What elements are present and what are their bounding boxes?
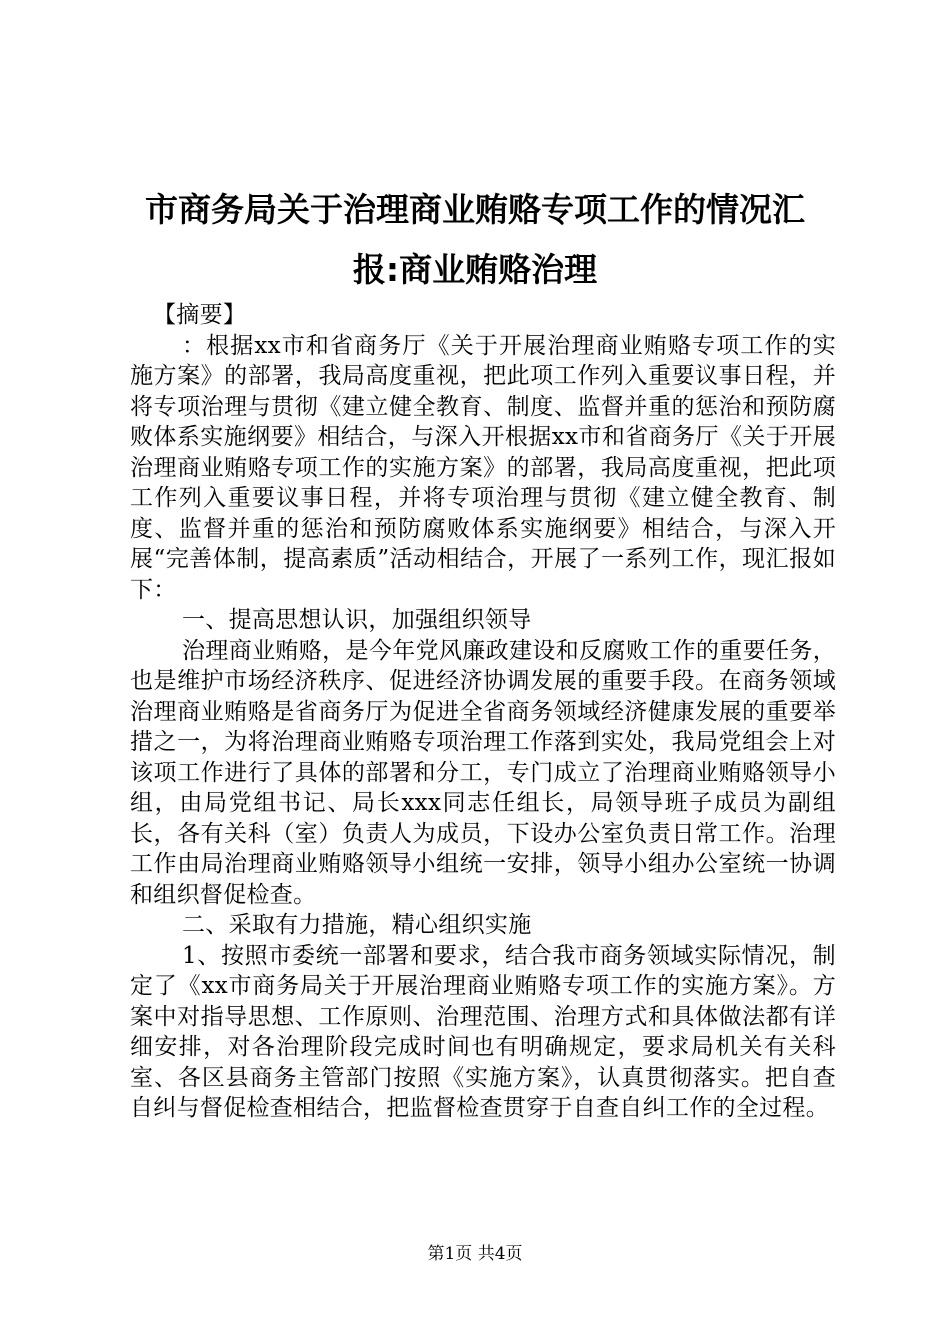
document-title-line2: 报:商业贿赂治理: [352, 250, 598, 289]
abstract-paragraph: ：根据xx市和省商务厅《关于开展治理商业贿赂专项工作的实施方案》的部署，我局高度重视，把此项工作列入重要议事日程，并将专项治理与贯彻《建立健全教育、制度、监督并重的惩治和预防腐败体系实施纲要》相结合，与深入开根据xx市和省商务厅《关于开展治理商业贿赂专项工作的实施方案》的部署，我局高度重视，把此项工作列入重要议事日程，并将专项治理与贯彻《建立健全教育、制度、监督并重的惩治和预防腐败体系实施纲要》相结合，与深入开展“完善体制，提高素质”活动相结合，开展了一系列工作，现汇报如下：: [130, 332, 836, 603]
document-body: [130, 300, 836, 1124]
page-footer: 第1页 共4页: [427, 1244, 523, 1264]
abstract-label: 【摘要】: [153, 302, 247, 328]
body-paragraph: 1、按照市委统一部署和要求，结合我市商务领域实际情况，制定了《xx市商务局关于开展治理商业贿赂专项工作的实施方案》。方案中对指导思想、工作原则、治理范围、治理方式和具体做法都有详细安排，对各治理阶段完成时间也有明确规定，要求局机关有关科室、各区县商务主管部门按照《实施方案》，认真贯彻落实。把自查自纠与督促检查相结合，把监督检查贯穿于自查自纠工作的全过程。: [130, 942, 836, 1121]
section-heading-1: 一、提高思想认识，加强组织领导: [182, 607, 532, 633]
section-heading-2: 二、采取有力措施，精心组织实施: [182, 912, 532, 938]
body-paragraph: 治理商业贿赂，是今年党风廉政建设和反腐败工作的重要任务，也是维护市场经济秩序、促进经济协调发展的重要手段。在商务领域治理商业贿赂是省商务厅为促进全省商务领域经济健康发展的重要举措之一，为将治理商业贿赂专项治理工作落到实处，我局党组会上对该项工作进行了具体的部署和分工，专门成立了治理商业贿赂领导小组，由局党组书记、局长xxx同志任组长，局领导班子成员为副组长，各有关科（室）负责人为成员，下设办公室负责日常工作。治理工作由局治理商业贿赂领导小组统一安排，领导小组办公室统一协调和组织督促检查。: [130, 637, 836, 908]
document-title-line1: 市商务局关于治理商业贿赂专项工作的情况汇: [145, 190, 805, 229]
